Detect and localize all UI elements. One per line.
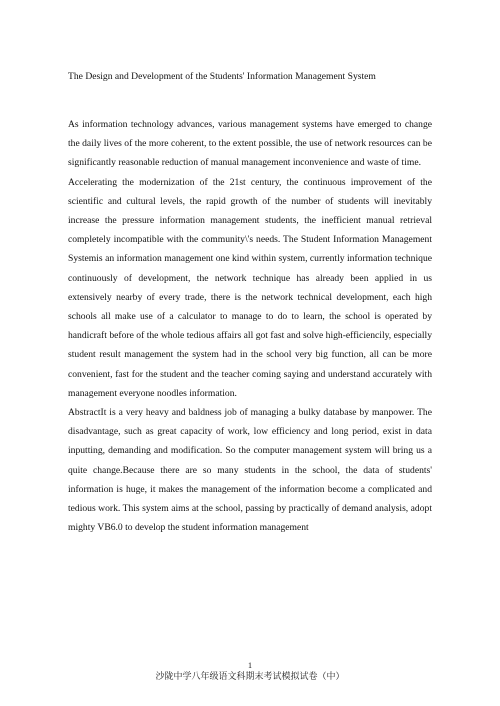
paragraph-abstract: AbstractIt is a very heavy and baldness job of managing a bulky database by manpower. The disadvantage, such as great capacity of work, low efficiency and long period, exist in data inputting, demanding and modification. So the computer management system will bring us a quite change.Because there are so many students in the school, the data of students' information is huge, it makes the management of the information become a complicated and tedious work. This system aims at the school, passing by practically of demand analysis, adopt mighty VB6.0 to develop the student information management bbox=[68, 407, 432, 534]
paragraph-modernization: Accelerating the modernization of the 21st century, the continuous improvement of the scientific and cultural levels, the rapid growth of the number of students will inevitably increase the pressure information management students, the inefficient manual retrieval completely incompatible with the community\'s needs. The Student Information Management Systemis an information management one kind within system, currently information technique continuously of development, the network technique has already been applied in us extensively nearby of every trade, there is the network technical development, each high schools all make use of a calculator to manage to do to learn, the school is operated by handicraft before of the whole tedious affairs all got fast and solve high-efficiencily, especially student result management the system had in the school very big function, all can be more convenient, fast for the student and the teacher coming saying and understand accurately with management everyone noodles information. bbox=[68, 176, 432, 399]
document-title: The Design and Development of the Students' Information Management System bbox=[68, 71, 376, 82]
document-body bbox=[68, 115, 432, 537]
paragraph-intro: As information technology advances, various management systems have emerged to change the daily lives of the more coherent, to the extent possible, the use of network resources can be significantly reasonable reduction of manual management inconvenience and waste of time. bbox=[68, 119, 432, 169]
page-footer: 沙陇中学八年级语文科期末考试模拟试卷（中） bbox=[155, 672, 345, 682]
page-number: 1 bbox=[248, 661, 252, 670]
